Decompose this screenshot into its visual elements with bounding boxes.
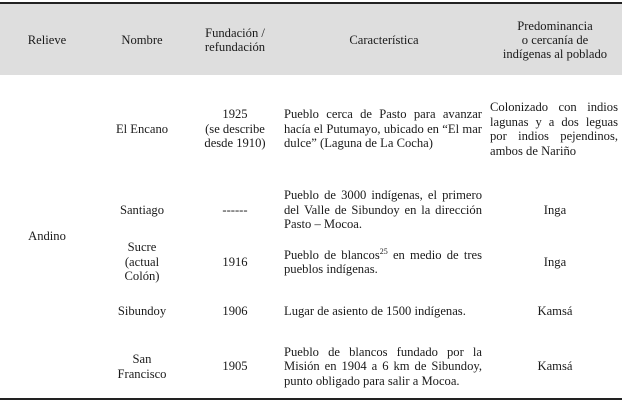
cell-predominancia: Kamsá (537, 303, 573, 318)
cell-nombre: Sucre (actual Colón) (124, 240, 160, 284)
cell-fundacion: 1925 (se describe desde 1910) (204, 107, 266, 151)
cell-nombre: El Encano (115, 121, 169, 136)
header-predominancia: Predominancia o cercanía de indígenas al poblado (488, 3, 622, 75)
cell-predominancia: Inga (543, 202, 567, 217)
cell-relieve: Andino (0, 75, 94, 399)
towns-table (0, 2, 622, 400)
cell-nombre: San Francisco (94, 335, 190, 399)
cell-caracteristica: Pueblo de blancos$^{25}$ en medio de tres pueblos indígenas. (284, 246, 482, 276)
table-header-row (0, 3, 622, 75)
header-nombre: Nombre (94, 3, 190, 75)
cell-nombre: Santiago (119, 202, 165, 217)
cell-caracteristica: Pueblo de blancos fundado por la Misión en 1904 a 6 km de Sibundoy, punto obligado para salir a Mocoa. (280, 335, 488, 399)
cell-caracteristica: Lugar de asiento de 1500 indígenas. (284, 303, 466, 318)
header-fundacion: Fundación / refundación (190, 3, 280, 75)
table-row (0, 183, 622, 237)
cell-caracteristica: Pueblo cerca de Pasto para avanzar hacía el Putumayo, ubicado en “El mar dulce” (Laguna de La Cocha) (284, 107, 482, 151)
cell-predominancia: Inga (543, 254, 567, 269)
cell-fundacion: ------ (222, 202, 248, 217)
table-row (0, 237, 622, 287)
cell-fundacion: 1916 (222, 254, 248, 269)
footnote-marker: 25 (379, 246, 388, 256)
cell-predominancia: Colonizado con indios lagunas y a dos leguas por indios pejendinos, ambos de Nariño (490, 100, 618, 158)
table-row (0, 335, 622, 399)
cell-caracteristica: Pueblo de 3000 indígenas, el primero del Valle de Sibundoy en la dirección Pasto – Mocoa. (284, 188, 482, 232)
header-relieve: Relieve (0, 3, 94, 75)
cell-predominancia: Kamsá (488, 335, 622, 399)
cell-fundacion: 1905 (190, 335, 280, 399)
table-row (0, 75, 622, 183)
header-caracteristica: Característica (280, 3, 488, 75)
cell-fundacion: 1906 (222, 303, 248, 318)
table-row (0, 287, 622, 335)
cell-nombre: Sibundoy (117, 303, 167, 318)
